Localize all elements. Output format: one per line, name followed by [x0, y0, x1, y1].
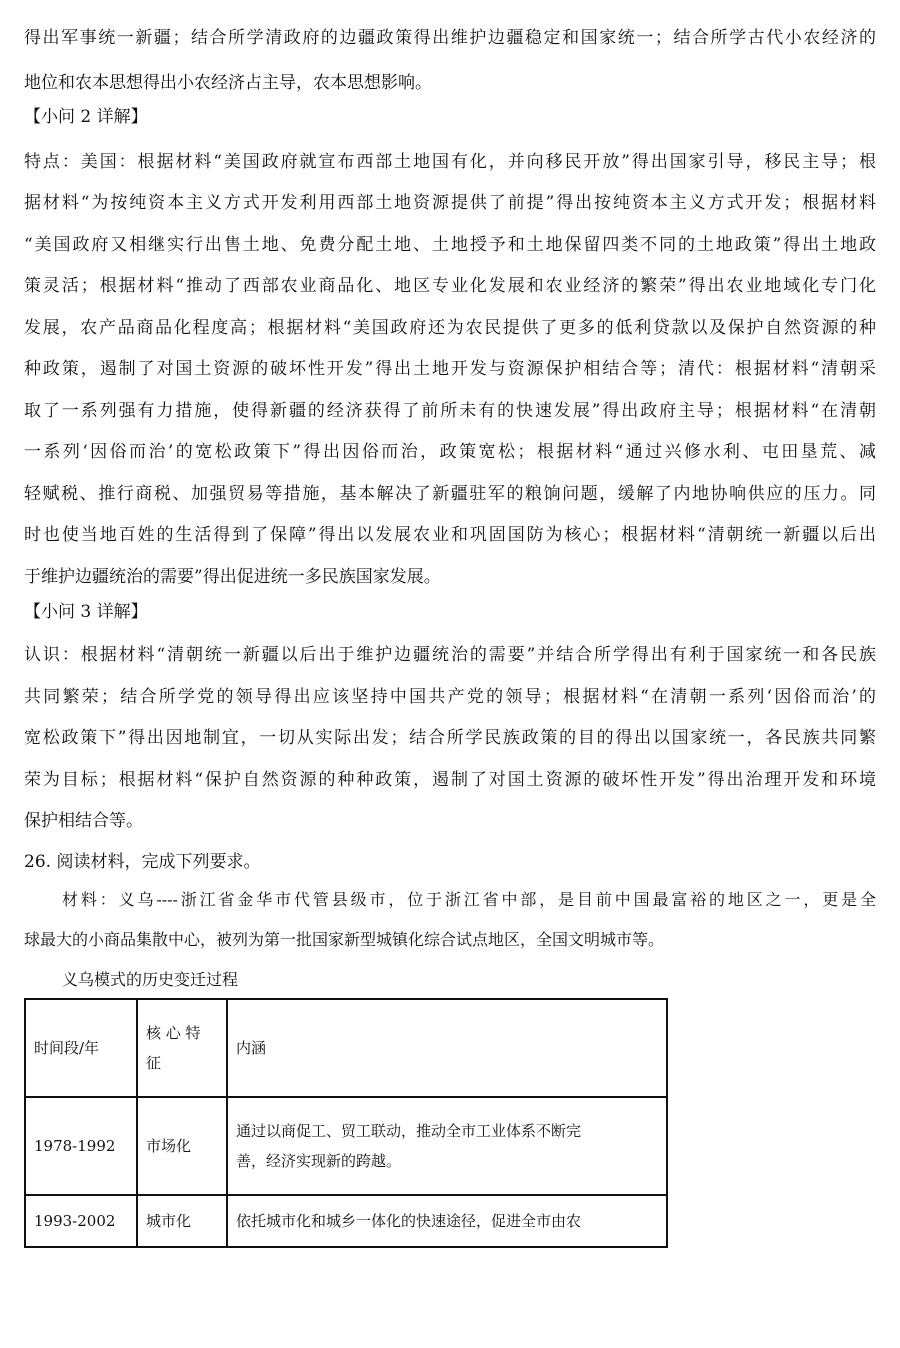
- text-line: 一系列‘因俗而治’的宽松政策下”得出因俗而治，政策宽松；根据材料“通过兴修水利、屯田垦荒、减: [24, 442, 876, 462]
- text-line: 地位和农本思想得出小农经济占主导，农本思想影响。: [24, 73, 432, 93]
- material-line: 材料：义乌----浙江省金华市代管县级市，位于浙江省中部，是目前中国最富裕的地区之一，更是全: [62, 890, 876, 909]
- row-period: 1978-1992: [25, 1097, 137, 1195]
- text-line: 发展，农产品商品化程度高；根据材料“美国政府还为农民提供了更多的低利贷款以及保护自然资源的种: [24, 318, 876, 338]
- row-period: 1993-2002: [25, 1195, 137, 1247]
- header-core-feature: [137, 999, 227, 1097]
- text-line: 取了一系列强有力措施，使得新疆的经济获得了前所未有的快速发展”得出政府主导；根据材料“在清朝: [24, 401, 876, 421]
- text-line: 保护相结合等。: [24, 811, 143, 831]
- material-line: 球最大的小商品集散中心，被列为第一批国家新型城镇化综合试点地区，全国文明城市等。: [24, 930, 665, 949]
- table-row: [25, 1195, 667, 1247]
- row-content-line: 通过以商促工、贸工联动，推动全市工业体系不断完: [236, 1122, 582, 1140]
- text-line: 时也使当地百姓的生活得到了保障”得出以发展农业和巩固国防为核心；根据材料“清朝统一新疆以后出: [24, 525, 876, 545]
- evolution-table: [24, 998, 668, 1248]
- text-line: 荣为目标；根据材料“保护自然资源的种种政策，遏制了对国土资源的破坏性开发”得出治理开发和环境: [24, 770, 876, 790]
- table-caption: 义乌模式的历史变迁过程: [62, 970, 239, 989]
- header-period: 时间段/年: [25, 999, 137, 1097]
- table-header-row: [25, 999, 667, 1097]
- text-line: 于维护边疆统治的需要”得出促进统一多民族国家发展。: [24, 567, 441, 587]
- text-line: “美国政府又相继实行出售土地、免费分配土地、土地授予和土地保留四类不同的土地政策”得出土地政: [24, 235, 876, 255]
- text-line: 宽松政策下”得出因地制宜，一切从实际出发；结合所学民族政策的目的得出以国家统一，各民族共同繁: [24, 728, 876, 748]
- q26-heading: 26. 阅读材料，完成下列要求。: [24, 852, 261, 872]
- header-core-line: 征: [146, 1054, 162, 1072]
- row-content-line: 善，经济实现新的跨越。: [236, 1152, 402, 1170]
- row-content: [227, 1097, 667, 1195]
- header-content: 内涵: [227, 999, 667, 1097]
- row-content-line: 依托城市化和城乡一体化的快速途径，促进全市由农: [236, 1212, 582, 1230]
- header-core-line: 核 心 特: [146, 1024, 201, 1042]
- q2-heading: 【小问 2 详解】: [24, 107, 148, 127]
- table-row: [25, 1097, 667, 1195]
- row-content: [227, 1195, 667, 1247]
- text-line: 认识：根据材料“清朝统一新疆以后出于维护边疆统治的需要”并结合所学得出有利于国家统一和各民族: [24, 645, 876, 665]
- text-line: 特点：美国：根据材料“美国政府就宣布西部土地国有化，并向移民开放”得出国家引导，移民主导；根: [24, 152, 876, 172]
- text-line: 得出军事统一新疆；结合所学清政府的边疆政策得出维护边疆稳定和国家统一；结合所学古代小农经济的: [24, 28, 876, 48]
- text-line: 据材料“为按纯资本主义方式开发利用西部土地资源提供了前提”得出按纯资本主义方式开发；根据材料: [24, 193, 876, 213]
- row-feature: 市场化: [137, 1097, 227, 1195]
- row-feature: 城市化: [137, 1195, 227, 1247]
- text-line: 共同繁荣；结合所学党的领导得出应该坚持中国共产党的领导；根据材料“在清朝一系列‘因俗而治’的: [24, 687, 876, 707]
- text-line: 轻赋税、推行商税、加强贸易等措施，基本解决了新疆驻军的粮饷问题，缓解了内地协响供应的压力。同: [24, 484, 876, 504]
- text-line: 种政策，遏制了对国土资源的破坏性开发”得出土地开发与资源保护相结合等；清代：根据材料“清朝采: [24, 359, 876, 379]
- text-line: 策灵活；根据材料“推动了西部农业商品化、地区专业化发展和农业经济的繁荣”得出农业地域化专门化: [24, 276, 876, 296]
- q3-heading: 【小问 3 详解】: [24, 602, 148, 622]
